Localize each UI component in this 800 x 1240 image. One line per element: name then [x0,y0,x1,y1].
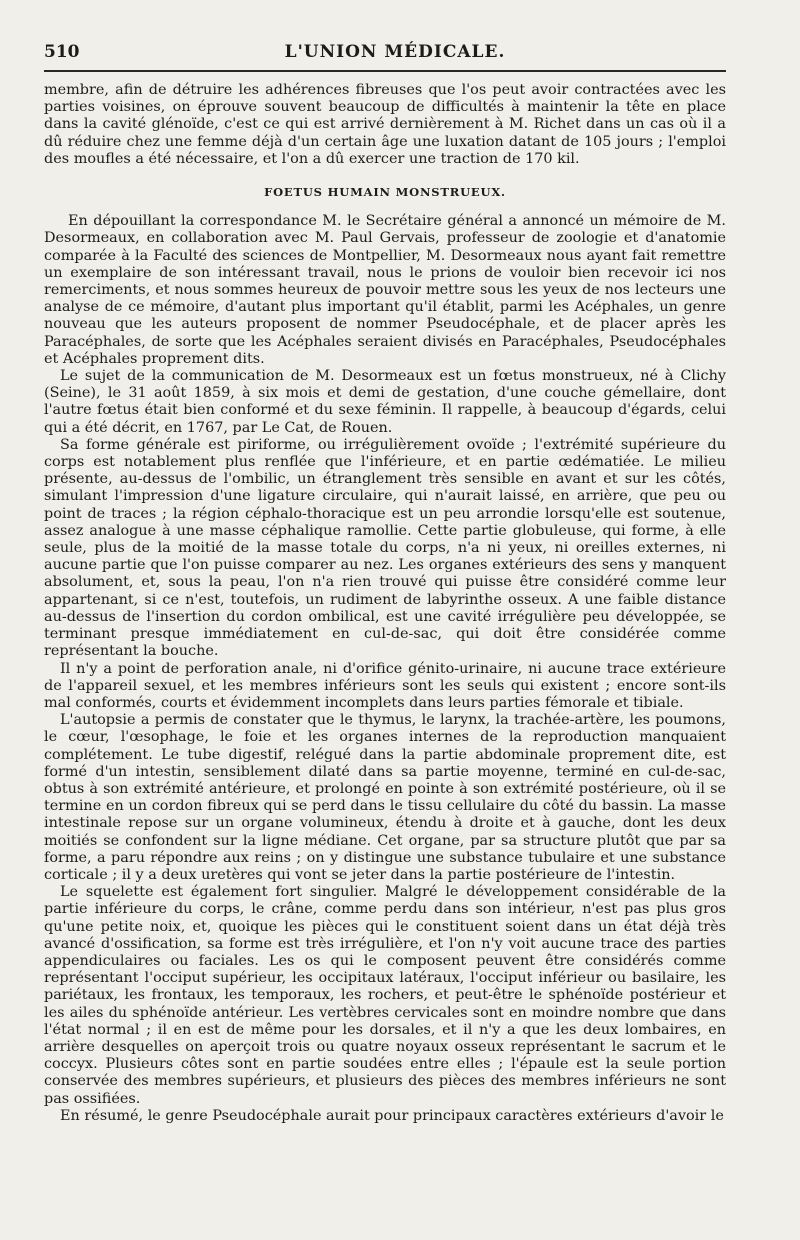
paragraph: En dépouillant la correspondance M. le Secrétaire général a annoncé un mémoire de M. Desormeaux, en collaboration avec M. Paul Gervais, professeur de zoologie et d'anatomie comparée à la Faculté des sciences de Montpellier, M. Desormeaux nous ayant fait remettre un exemplaire de son intéressant travail, nous le prions de vouloir bien recevoir ici nos remerciments, et nous sommes heureux de pouvoir mettre sous les yeux de nos lecteurs une analyse de ce mémoire, d'autant plus important qu'il établit, parmi les Acéphales, un genre nouveau que les auteurs proposent de nommer Pseudocéphale, et de placer après les Paracéphales, de sorte que les Acéphales seraient divisés en Paracéphales, Pseudocéphales et Acéphales proprement dits. [44,213,726,367]
section-title: FOETUS HUMAIN MONSTRUEUX. [264,185,506,200]
page-number: 510 [44,42,80,62]
paragraph: L'autopsie a permis de constater que le thymus, le larynx, la trachée-artère, les poumons, le cœur, l'œsophage, le foie et les organes internes de la reproduction manquaient complétement. Le tube digestif, relégué dans la partie abdominale proprement dite, est formé d'un intestin, sensiblement dilaté dans sa partie moyenne, terminé en cul-de-sac, obtus à son extrémité antérieure, et prolongé en pointe à son extrémité postérieure, où il se termine en un cordon fibreux qui se perd dans le tissu cellulaire du côté du bassin. La masse intestinale repose sur un organe volumineux, étendu à droite et à gauche, dont les deux moitiés se confondent sur la ligne médiane. Cet organe, par sa structure plutôt que par sa forme, a paru répondre aux reins ; on y distingue une substance tubulaire et une substance corticale ; il y a deux uretères qui vont se jeter dans la partie postérieure de l'intestin. [44,712,726,883]
paragraph: Sa forme générale est piriforme, ou irrégulièrement ovoïde ; l'extrémité supérieure du corps est notablement plus renflée que l'inférieure, et en partie œdématiée. Le milieu présente, au-dessus de l'ombilic, un étranglement très sensible en avant et sur les côtés, simulant l'impression d'une ligature circulaire, qui n'aurait laissé, en arrière, que peu ou point de traces ; la région céphalo-thoracique est un peu arrondie lorsqu'elle est soutenue, assez analogue à une masse céphalique ramollie. Cette partie globuleuse, qui forme, à elle seule, plus de la moitié de la masse totale du corps, n'a ni yeux, ni oreilles externes, ni aucune partie que l'on puisse comparer au nez. Les organes extérieurs des sens y manquent absolument, et, sous la peau, l'on n'a rien trouvé qui puisse être considéré comme leur appartenant, si ce n'est, toutefois, un rudiment de labyrinthe osseux. A une faible distance au-dessus de l'insertion du cordon ombilical, est une cavité irrégulière peu développée, se terminant presque immédiatement en cul-de-sac, qui doit être considérée comme représentant la bouche. [44,436,726,660]
paragraph: Il n'y a point de perforation anale, ni d'orifice génito-urinaire, ni aucune trace extérieure de l'appareil sexuel, et les membres inférieurs sont les seuls qui existent ; encore sont-ils mal conformés, courts et évidemment incomplets dans leurs parties fémorale et tibiale. [44,660,726,711]
page-header [44,40,726,64]
paragraph: En résumé, le genre Pseudocéphale aurait pour principaux caractères extérieurs d'avoir le [60,1107,724,1124]
paragraph: Le sujet de la communication de M. Desormeaux est un fœtus monstrueux, né à Clichy (Seine), le 31 août 1859, à six mois et demi de gestation, d'une couche gémellaire, dont l'autre fœtus était bien conformé et du sexe féminin. Il rappelle, à beaucoup d'égards, celui qui a été décrit, en 1767, par Le Cat, de Rouen. [44,368,726,436]
header-rule [44,70,726,72]
intro-paragraph: membre, afin de détruire les adhérences fibreuses que l'os peut avoir contractées avec les parties voisines, on éprouve souvent beaucoup de difficultés à maintenir la tête en place dans la cavité glénoïde, c'est ce qui est arrivé dernièrement à M. Richet dans un cas où il a dû réduire chez une femme déjà d'un certain âge une luxation datant de 105 jours ; l'emploi des moufles a été nécessaire, et l'on a dû exercer une traction de 170 kil. [44,82,726,167]
paragraph: Le squelette est également fort singulier. Malgré le développement considérable de la partie inférieure du corps, le crâne, comme perdu dans son intérieur, n'est pas plus gros qu'une petite noix, et, quoique les pièces qui le constituent soient dans un état déjà très avancé d'ossification, sa forme est très irrégulière, et l'on n'y voit aucune trace des parties appendiculaires ou faciales. Les os qui le composent peuvent être considérés comme représentant l'occiput supérieur, les occipitaux latéraux, l'occiput inférieur ou basilaire, les pariétaux, les frontaux, les temporaux, les rochers, et peut-être le sphénoïde postérieur et les ailes du sphénoïde antérieur. Les vertèbres cervicales sont en moindre nombre que dans l'état normal ; il en est de même pour les dorsales, et il n'y a que les deux lombaires, en arrière desquelles on aperçoit trois ou quatre noyaux osseux représentant le sacrum et le coccyx. Plusieurs côtes sont en partie soudées entre elles ; l'épaule est la seule portion conservée des membres supérieurs, et plusieurs des pièces des membres inférieurs ne sont pas ossifiées. [44,884,726,1107]
article-body [44,82,726,1125]
journal-title: L'UNION MÉDICALE. [284,42,506,62]
